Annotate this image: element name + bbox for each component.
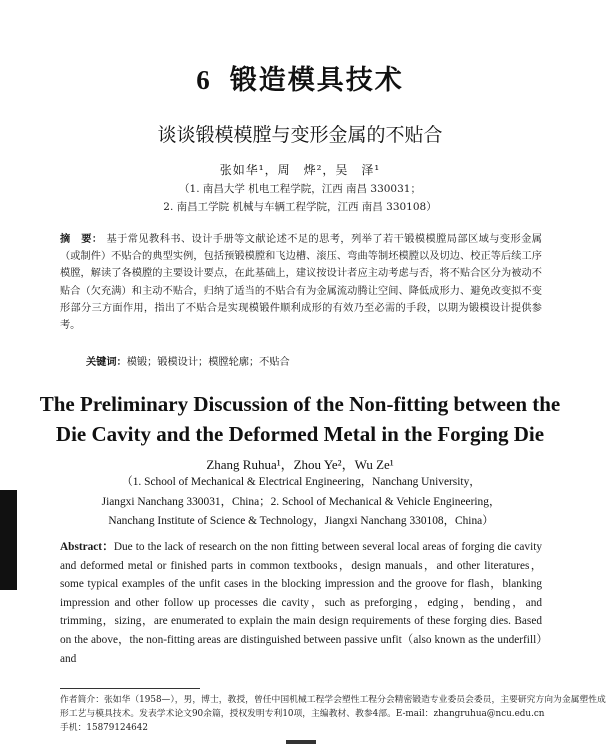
footnote-divider <box>60 688 200 689</box>
page-number-mark <box>286 740 316 744</box>
en-abstract <box>60 538 542 668</box>
cn-keywords <box>86 353 290 368</box>
en-affiliations <box>60 473 542 532</box>
cn-abstract-label: 摘 要： <box>60 233 103 245</box>
cn-affiliation-1: （1. 南昌大学 机电工程学院，江西 南昌 330031； <box>179 183 421 195</box>
footnote-line-3: 手机：15879124642 <box>60 723 148 733</box>
en-affiliation-line-1: （1. School of Mechanical & Electrical Engineering，Nanchang University， <box>121 476 481 488</box>
chapter-number: 6 <box>196 65 212 95</box>
en-title-line-2: Die Cavity and the Deformed Metal in the Forging Die <box>55 422 545 446</box>
cn-abstract-text: 基于常见教科书、设计手册等文献论述不足的思考，列举了若干锻模模膛局部区域与变形金属（或制件）不贴合的典型实例，包括预锻模膛和飞边槽、滚压、弯曲等制坯模膛以及切边、校正等后续工序模膛，解读了各模膛的主要设计要点，在此基础上，建议按设计者应主动考虑与否，将不贴合区分为被动不贴合（欠充满）和主动不贴合，归纳了适当的不贴合有为金属流动腾让空间、降低成形力、避免改变拟不变形部分三方面作用，指出了不贴合是实现模锻件顺利成形的有效乃至必需的手段，以期为锻模设计提供参考。 <box>60 234 542 332</box>
footnote-line-1: 作者简介：张如华（1958—），男，博士，教授，曾任中国机械工程学会塑性工程分会精密锻造专业委员会委员，主要研究方向为金属塑性成 <box>60 695 606 705</box>
cn-keywords-label: 关键词： <box>86 356 127 368</box>
en-article-title <box>0 389 600 449</box>
cn-authors: 张如华¹，周 烨²，吴 泽¹ <box>219 163 381 177</box>
author-footnote <box>60 693 606 735</box>
cn-article-title: 谈谈锻模模膛与变形金属的不贴合 <box>157 124 443 146</box>
cn-abstract <box>60 231 542 334</box>
chapter-title: 锻造模具技术 <box>229 65 404 96</box>
en-abstract-text: Due to the lack of research on the non fitting between several local areas of forging die cavity and deformed metal or finished parts in common textbooks，design manuals，and other literatures，some typical examples of the unfit cases in the blocking impression and the groove for flash，blanking impression and other follow up processes die cavity，such as preforging，edging，bending，and trimming，sizing，are enumerated to explain the main design requirements of these forging dies. Based on the above，the non-fitting areas are distinguished between passive unfit（also known as the underfill）and <box>60 541 542 665</box>
cn-affiliation-2: 2. 南昌工学院 机械与车辆工程学院，江西 南昌 330108） <box>163 201 437 213</box>
footnote-line-2: 形工艺与模具技术。发表学术论文90余篇，授权发明专利10项，主编教材、教参4部。E-mail：zhangruhua@ncu.edu.cn <box>60 709 545 719</box>
en-affiliation-line-3: Nanchang Institute of Science & Technology，Jiangxi Nanchang 330108，China） <box>108 515 494 527</box>
en-authors: Zhang Ruhua¹，Zhou Ye²，Wu Ze¹ <box>206 457 394 472</box>
en-abstract-label: Abstract： <box>60 541 114 553</box>
en-affiliation-line-2: Jiangxi Nanchang 330031，China；2. School of Mechanical & Vehicle Engineering， <box>101 495 501 508</box>
chapter-heading <box>0 58 600 97</box>
cn-keywords-text: 模锻；锻模设计；模膛轮廓；不贴合 <box>126 357 290 368</box>
scan-edge-mark <box>0 490 17 590</box>
en-title-line-1: The Preliminary Discussion of the Non-fitting between the <box>39 392 561 416</box>
